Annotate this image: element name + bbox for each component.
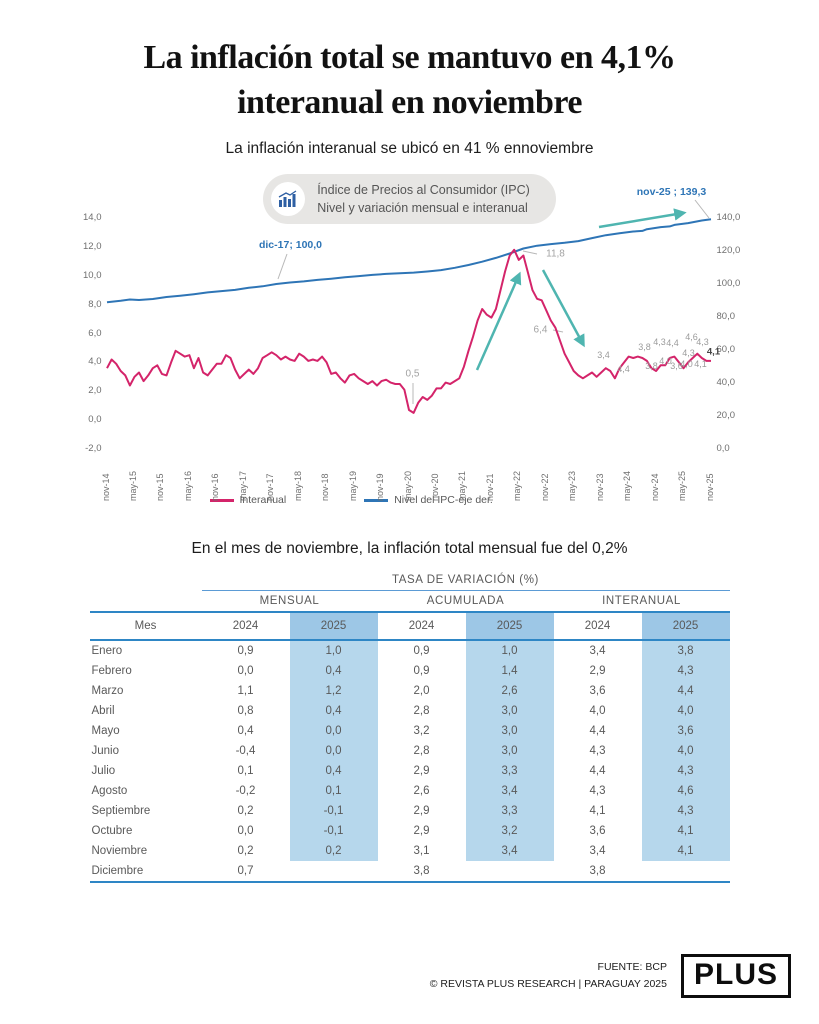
chart-header-line2: Nivel y variación mensual e interanual (317, 200, 528, 215)
table-row (90, 681, 730, 701)
variation-table (90, 570, 730, 883)
value-cell: 3,4 (589, 845, 606, 857)
x-axis-tick: nov-23 (594, 473, 605, 501)
value-cell: 4,0 (642, 741, 730, 761)
x-axis-tick: nov-24 (649, 473, 660, 501)
chart-header (263, 174, 556, 224)
table-row (90, 841, 730, 861)
value-cell: 0,8 (237, 705, 254, 717)
table-row (90, 701, 730, 721)
table-super-header: TASA DE VARIACIÓN (%) (202, 570, 730, 591)
col-2024-acumulada: 2024 (378, 612, 466, 640)
bar-chart-icon (271, 182, 305, 216)
value-cell: 3,8 (642, 640, 730, 661)
data-point-label: 3,8 (638, 342, 651, 352)
value-cell: 3,0 (466, 741, 554, 761)
value-cell: 0,4 (290, 761, 378, 781)
title-line2: interanual en noviembre (237, 83, 582, 121)
month-cell: Diciembre (90, 861, 202, 882)
month-cell: Octubre (91, 825, 133, 837)
group-interanual: INTERANUAL (602, 595, 681, 607)
value-cell: 3,2 (413, 725, 430, 737)
table-row (90, 821, 730, 841)
value-cell: 4,1 (642, 821, 730, 841)
value-cell: 0,2 (237, 845, 254, 857)
value-cell: 0,1 (290, 781, 378, 801)
plus-logo: PLUS (681, 954, 791, 998)
right-axis-tick: 120,0 (716, 245, 741, 256)
value-cell: 3,8 (554, 861, 642, 882)
value-cell: 3,0 (466, 701, 554, 721)
interanual-line (107, 250, 711, 413)
value-cell: 3,2 (466, 821, 554, 841)
value-cell: 1,0 (290, 640, 378, 661)
x-axis-tick: may-20 (402, 470, 413, 501)
value-cell: 4,4 (642, 681, 730, 701)
data-point-label: 4,0 (659, 356, 672, 366)
right-axis-tick: 140,0 (716, 212, 741, 223)
left-axis-tick: 6,0 (88, 327, 102, 339)
data-point-label: 3,4 (597, 350, 610, 360)
value-cell: 0,4 (290, 661, 378, 681)
x-axis-tick: may-21 (457, 470, 468, 501)
value-cell: 4,0 (642, 701, 730, 721)
table-subtitle: En el mes de noviembre, la inflación total mensual fue del 0,2% (191, 540, 628, 557)
left-axis-tick: 4,0 (88, 356, 102, 368)
data-point-label: 4,3 (653, 337, 666, 347)
right-axis-tick: 60,0 (716, 344, 735, 355)
value-cell: 4,3 (589, 785, 606, 797)
x-axis-tick: may-18 (292, 470, 303, 501)
page-subtitle: La inflación interanual se ubicó en 41 % ennoviembre (225, 139, 594, 157)
x-axis-tick: may-24 (622, 470, 633, 501)
value-cell: 0,0 (290, 741, 378, 761)
x-axis-tick: nov-18 (320, 473, 331, 501)
value-cell: -0,2 (235, 785, 256, 797)
value-cell: 0,7 (202, 861, 290, 882)
footer (0, 954, 819, 1024)
month-cell: Febrero (91, 665, 132, 677)
value-cell: 4,4 (589, 765, 606, 777)
x-axis-tick: nov-25 (704, 473, 715, 501)
month-cell: Marzo (91, 685, 124, 697)
month-cell: Enero (91, 645, 123, 657)
chart-plot-area (107, 218, 711, 449)
value-cell: 4,1 (642, 841, 730, 861)
right-axis-tick: 20,0 (716, 410, 735, 421)
chart-header-line1: Índice de Precios al Consumidor (IPC) (317, 182, 530, 197)
x-axis-tick: may-22 (512, 470, 523, 501)
table-row (90, 741, 730, 761)
month-cell: Agosto (91, 785, 128, 797)
x-axis-tick: nov-14 (100, 473, 111, 501)
data-point-label: 4,4 (666, 338, 679, 348)
footer-credits (430, 959, 667, 993)
table-group-row (90, 591, 730, 613)
value-cell: 0,9 (413, 645, 430, 657)
value-cell: 0,0 (237, 665, 254, 677)
value-cell: 2,6 (466, 681, 554, 701)
value-cell: 1,1 (237, 685, 254, 697)
value-cell: 3,8 (378, 861, 466, 882)
x-axis-tick: nov-17 (265, 473, 276, 501)
value-cell: 3,1 (413, 845, 430, 857)
table-body (90, 640, 730, 882)
col-2025-acumulada: 2025 (466, 612, 554, 640)
value-cell: 0,9 (237, 645, 254, 657)
table-year-header-row (90, 612, 730, 640)
group-acumulada: ACUMULADA (426, 595, 505, 607)
value-cell: 2,9 (413, 825, 430, 837)
x-axis-tick: may-17 (237, 470, 248, 501)
left-axis-tick: 12,0 (83, 240, 102, 252)
right-axis-tick: 100,0 (716, 278, 741, 289)
value-cell: 1,4 (466, 661, 554, 681)
value-cell: 4,1 (589, 805, 606, 817)
value-cell (642, 861, 730, 882)
value-cell: 2,8 (413, 745, 430, 757)
table-row (90, 761, 730, 781)
value-cell: 0,1 (237, 765, 254, 777)
x-axis-tick: nov-15 (155, 473, 166, 501)
x-axis-tick: nov-19 (375, 473, 386, 501)
value-cell: 4,6 (642, 781, 730, 801)
page-title (30, 36, 789, 126)
chart-header-text (317, 181, 530, 217)
value-cell: 0,2 (237, 805, 254, 817)
left-axis-tick: 8,0 (88, 298, 102, 310)
col-2025-interanual: 2025 (642, 612, 730, 640)
data-point-label: 4,3 (696, 337, 709, 347)
x-axis-tick: nov-16 (210, 473, 221, 501)
chart-annotation: 6,4 (533, 324, 548, 336)
month-cell: Septiembre (91, 805, 151, 817)
data-point-label: 3,8 (645, 361, 658, 371)
table-super-header-row (90, 570, 730, 591)
col-header-mes: Mes (90, 612, 202, 640)
value-cell: 4,4 (589, 725, 606, 737)
x-axis-tick: may-15 (127, 470, 138, 501)
table-row (90, 781, 730, 801)
value-cell: 0,0 (290, 721, 378, 741)
value-cell: 3,6 (589, 685, 606, 697)
x-axis-tick: nov-21 (484, 473, 495, 501)
value-cell: -0,1 (290, 821, 378, 841)
x-axis-tick: nov-20 (429, 473, 440, 501)
x-axis-tick: may-19 (347, 470, 358, 501)
legend-label-interanual: Interanual (239, 494, 287, 506)
group-mensual: MENSUAL (259, 595, 320, 607)
value-cell (290, 861, 378, 882)
chart-annotation: 0,5 (405, 368, 420, 380)
left-axis-tick: 2,0 (88, 385, 102, 397)
left-axis-tick: 0,0 (88, 414, 102, 426)
value-cell: 2,0 (413, 685, 430, 697)
col-2024-mensual: 2024 (202, 612, 290, 640)
value-cell: 3,0 (466, 721, 554, 741)
table-row (90, 640, 730, 661)
month-cell: Junio (91, 745, 119, 757)
table-row (90, 801, 730, 821)
value-cell: 3,3 (466, 801, 554, 821)
table-row (90, 721, 730, 741)
left-axis-tick: 10,0 (83, 269, 102, 281)
value-cell: 0,0 (237, 825, 254, 837)
col-2024-interanual: 2024 (554, 612, 642, 640)
value-cell: 3,6 (589, 825, 606, 837)
month-cell: Mayo (91, 725, 120, 737)
right-axis-tick: 0,0 (716, 443, 730, 454)
value-cell: 2,8 (413, 705, 430, 717)
data-point-label: 4,6 (685, 332, 698, 342)
value-cell: 3,4 (466, 781, 554, 801)
x-axis-tick: nov-22 (539, 473, 550, 501)
value-cell: 4,3 (642, 761, 730, 781)
value-cell: 2,9 (413, 805, 430, 817)
chart-annotation-blue: dic-17; 100,0 (258, 239, 323, 251)
table-row (90, 661, 730, 681)
value-cell: -0,4 (235, 745, 256, 757)
left-axis-tick: 14,0 (83, 212, 102, 223)
month-cell: Abril (91, 705, 115, 717)
left-axis-tick: -2,0 (85, 443, 102, 454)
title-line1: La inflación total se mantuvo en 4,1% (143, 39, 676, 76)
value-cell: 2,9 (589, 665, 606, 677)
value-cell: 4,3 (642, 661, 730, 681)
x-axis-tick: may-16 (182, 470, 193, 501)
x-axis-tick: may-23 (567, 470, 578, 501)
value-cell: 0,9 (413, 665, 430, 677)
col-2025-mensual: 2025 (290, 612, 378, 640)
right-axis-tick: 40,0 (716, 377, 735, 388)
value-cell: 0,4 (237, 725, 254, 737)
value-cell (466, 861, 554, 882)
data-point-label: 4,3 (682, 348, 695, 358)
data-point-label: 4,1 (706, 346, 721, 358)
value-cell: 3,6 (642, 721, 730, 741)
data-point-label: 4,1 (694, 359, 707, 369)
value-cell: 1,0 (466, 640, 554, 661)
right-axis-tick: 80,0 (716, 311, 735, 322)
chart-annotation-blue: nov-25 ; 139,3 (636, 186, 707, 198)
ipc-level-line (107, 219, 711, 302)
footer-source: FUENTE: BCP (597, 961, 667, 974)
legend-label-ipc-level: Nivel del IPC-eje der. (394, 494, 493, 506)
data-point-label: 4,0 (680, 359, 693, 369)
month-cell: Noviembre (91, 845, 148, 857)
value-cell: 1,2 (290, 681, 378, 701)
value-cell: 3,4 (466, 841, 554, 861)
value-cell: 2,6 (413, 785, 430, 797)
value-cell: 2,9 (413, 765, 430, 777)
trend-arrows (477, 213, 683, 370)
value-cell: 0,4 (290, 701, 378, 721)
table-row (90, 861, 730, 882)
value-cell: 4,3 (589, 745, 606, 757)
data-point-label: 4,4 (617, 364, 630, 374)
value-cell: 4,0 (589, 705, 606, 717)
value-cell: -0,1 (290, 801, 378, 821)
x-axis-tick: may-25 (677, 470, 688, 501)
footer-credit-line: © REVISTA PLUS RESEARCH | PARAGUAY 2025 (429, 978, 667, 990)
value-cell: 0,2 (290, 841, 378, 861)
value-cell: 4,3 (642, 801, 730, 821)
data-point-label: 3,6 (670, 361, 683, 371)
value-cell: 3,4 (589, 645, 606, 657)
chart-annotation: 11,8 (546, 248, 565, 260)
month-cell: Julio (91, 765, 116, 777)
value-cell: 3,3 (466, 761, 554, 781)
